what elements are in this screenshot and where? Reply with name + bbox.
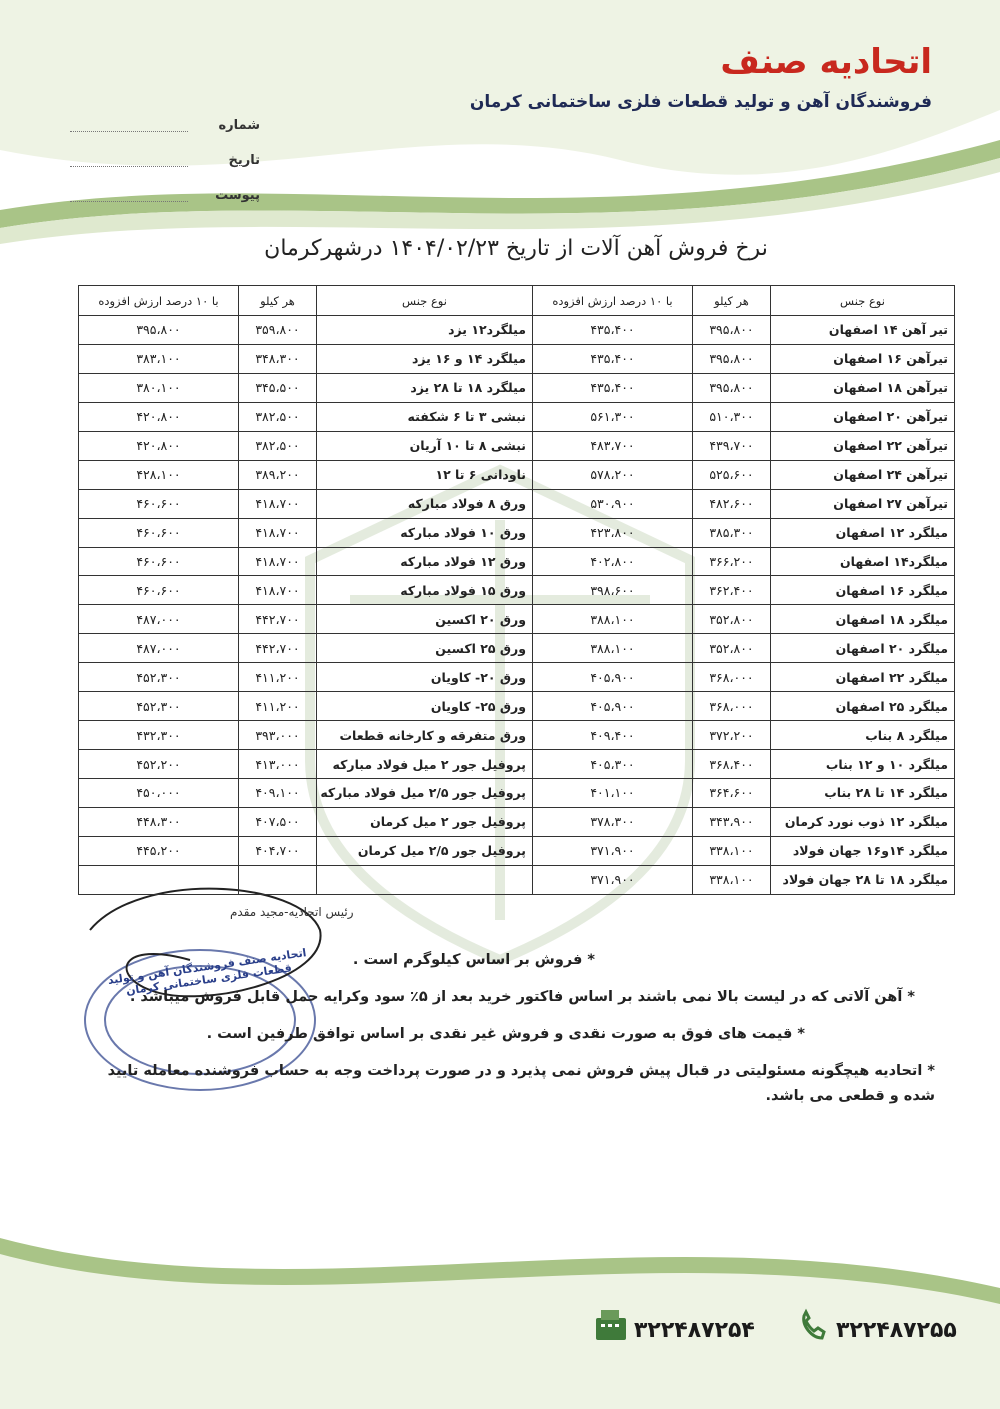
number-label: شماره (218, 118, 260, 133)
price-per-kg: ۳۴۵،۵۰۰ (239, 373, 317, 402)
price-with-vat: ۳۷۱،۹۰۰ (533, 836, 693, 865)
price-per-kg: ۳۳۸،۱۰۰ (693, 836, 771, 865)
price-per-kg: ۵۱۰،۳۰۰ (693, 402, 771, 431)
price-with-vat: ۴۳۵،۴۰۰ (533, 344, 693, 373)
item-name: تیرآهن ۲۲ اصفهان (771, 431, 955, 460)
price-with-vat: ۴۴۸،۳۰۰ (79, 807, 239, 836)
price-per-kg: ۴۰۷،۵۰۰ (239, 807, 317, 836)
note-item (90, 985, 915, 1010)
item-name: نبشی ۳ تا ۶ شکفته (317, 402, 533, 431)
price-per-kg: ۳۴۸،۳۰۰ (239, 344, 317, 373)
header-cell: نوع جنس (317, 286, 533, 316)
item-name: ورق ۲۰- کاویان (317, 663, 533, 692)
table-row (79, 865, 955, 894)
meta-date (70, 153, 260, 173)
table-row (79, 489, 955, 518)
price-per-kg: ۳۵۲،۸۰۰ (693, 634, 771, 663)
item-name: میلگرد ۱۴ و ۱۶ یزد (317, 344, 533, 373)
price-per-kg: ۳۹۳،۰۰۰ (239, 721, 317, 750)
note-item (90, 1059, 935, 1109)
price-per-kg: ۳۷۲،۲۰۰ (693, 721, 771, 750)
table-row (79, 373, 955, 402)
price-per-kg: ۳۶۶،۲۰۰ (693, 547, 771, 576)
price-per-kg: ۳۶۴،۶۰۰ (693, 779, 771, 808)
price-per-kg: ۴۴۲،۷۰۰ (239, 605, 317, 634)
item-name: ورق ۱۰ فولاد مبارکه (317, 518, 533, 547)
header-cell: با ۱۰ درصد ارزش افزوده (533, 286, 693, 316)
table-row (79, 547, 955, 576)
price-with-vat: ۵۷۸،۲۰۰ (533, 460, 693, 489)
price-per-kg: ۴۱۱،۲۰۰ (239, 692, 317, 721)
attachment-dots (70, 201, 188, 202)
item-name: میلگرد ۲۵ اصفهان (771, 692, 955, 721)
price-per-kg: ۴۰۹،۱۰۰ (239, 779, 317, 808)
price-per-kg: ۴۳۹،۷۰۰ (693, 431, 771, 460)
price-with-vat: ۴۰۹،۴۰۰ (533, 721, 693, 750)
item-name: ورق ۸ فولاد مبارکه (317, 489, 533, 518)
price-with-vat: ۴۰۱،۱۰۰ (533, 779, 693, 808)
price-with-vat: ۴۰۵،۳۰۰ (533, 750, 693, 779)
price-with-vat: ۴۵۰،۰۰۰ (79, 779, 239, 808)
item-name: میلگرد ۱۴و۱۶ جهان فولاد (771, 836, 955, 865)
item-name (317, 865, 533, 894)
item-name: ورق ۱۲ فولاد مبارکه (317, 547, 533, 576)
table-row (79, 576, 955, 605)
table-row (79, 779, 955, 808)
price-per-kg: ۴۱۸،۷۰۰ (239, 489, 317, 518)
meta-attachment (70, 188, 260, 208)
table-row (79, 460, 955, 489)
price-with-vat: ۴۵۲،۳۰۰ (79, 663, 239, 692)
price-with-vat: ۴۵۲،۲۰۰ (79, 750, 239, 779)
item-name: تیرآهن ۲۰ اصفهان (771, 402, 955, 431)
price-with-vat (79, 865, 239, 894)
price-with-vat: ۳۹۸،۶۰۰ (533, 576, 693, 605)
item-name: پروفیل جور ۲ میل کرمان (317, 807, 533, 836)
item-name: میلگرد ۱۲ ذوب نورد کرمان (771, 807, 955, 836)
price-with-vat: ۳۸۰،۱۰۰ (79, 373, 239, 402)
price-with-vat: ۴۲۰،۸۰۰ (79, 431, 239, 460)
item-name: میلگرد ۱۶ اصفهان (771, 576, 955, 605)
table-row (79, 807, 955, 836)
item-name: ورق ۲۰ اکسین (317, 605, 533, 634)
price-with-vat: ۴۳۲،۳۰۰ (79, 721, 239, 750)
item-name: پروفیل جور ۲ میل فولاد مبارکه (317, 750, 533, 779)
item-name: میلگرد ۱۸ اصفهان (771, 605, 955, 634)
price-with-vat: ۴۶۰،۶۰۰ (79, 576, 239, 605)
price-per-kg: ۴۱۸،۷۰۰ (239, 576, 317, 605)
price-per-kg: ۳۴۳،۹۰۰ (693, 807, 771, 836)
item-name: میلگرد ۸ بناب (771, 721, 955, 750)
meta-number (70, 118, 260, 138)
union-subtitle: فروشندگان آهن و تولید قطعات فلزی ساختمانی کرمان (469, 92, 932, 112)
item-name: پروفیل جور ۲/۵ میل کرمان (317, 836, 533, 865)
header-cell: با ۱۰ درصد ارزش افزوده (79, 286, 239, 316)
price-per-kg: ۵۲۵،۶۰۰ (693, 460, 771, 489)
price-with-vat: ۳۸۳،۱۰۰ (79, 344, 239, 373)
item-name: نبشی ۸ تا ۱۰ آریان (317, 431, 533, 460)
number-dots (70, 131, 188, 132)
price-with-vat: ۳۹۵،۸۰۰ (79, 316, 239, 345)
price-per-kg: ۳۵۲،۸۰۰ (693, 605, 771, 634)
note-item (90, 1022, 805, 1047)
price-with-vat: ۴۰۲،۸۰۰ (533, 547, 693, 576)
price-per-kg: ۳۹۵،۸۰۰ (693, 373, 771, 402)
table-row (79, 344, 955, 373)
header-cell: نوع جنس (771, 286, 955, 316)
item-name: میلگرد ۱۲ اصفهان (771, 518, 955, 547)
price-per-kg: ۴۱۸،۷۰۰ (239, 518, 317, 547)
price-with-vat: ۴۵۲،۳۰۰ (79, 692, 239, 721)
fax-number: ۳۲۲۴۸۷۲۵۴ (634, 1318, 755, 1343)
price-per-kg: ۳۸۵،۳۰۰ (693, 518, 771, 547)
attachment-label: پیوست (215, 188, 260, 203)
item-name: میلگرد ۲۰ اصفهان (771, 634, 955, 663)
header-cell: هر کیلو (239, 286, 317, 316)
price-per-kg: ۳۶۸،۰۰۰ (693, 663, 771, 692)
price-per-kg: ۳۶۸،۴۰۰ (693, 750, 771, 779)
item-name: میلگرد ۱۰ و ۱۲ بناب (771, 750, 955, 779)
table-row (79, 692, 955, 721)
price-per-kg: ۴۸۲،۶۰۰ (693, 489, 771, 518)
table-row (79, 721, 955, 750)
item-name: تیرآهن ۱۸ اصفهان (771, 373, 955, 402)
price-with-vat: ۴۲۳،۸۰۰ (533, 518, 693, 547)
price-with-vat: ۴۶۰،۶۰۰ (79, 518, 239, 547)
stamp-text: اتحادیه صنف فروشندگان آهن و تولید قطعات فلزی ساختمانی کرمان (106, 946, 308, 998)
table-row (79, 402, 955, 431)
top-swoosh (0, 0, 1000, 175)
price-per-kg: ۳۸۲،۵۰۰ (239, 431, 317, 460)
price-per-kg: ۳۶۲،۴۰۰ (693, 576, 771, 605)
price-rows (79, 316, 955, 895)
item-name: ناودانی ۶ تا ۱۲ (317, 460, 533, 489)
price-per-kg: ۳۸۲،۵۰۰ (239, 402, 317, 431)
item-name: ورق ۱۵ فولاد مبارکه (317, 576, 533, 605)
item-name: تیرآهن ۲۷ اصفهان (771, 489, 955, 518)
price-with-vat: ۳۷۱،۹۰۰ (533, 865, 693, 894)
item-name: میلگرد ۱۸ تا ۲۸ یزد (317, 373, 533, 402)
price-with-vat: ۴۶۰،۶۰۰ (79, 489, 239, 518)
price-per-kg: ۴۴۲،۷۰۰ (239, 634, 317, 663)
bullet: * (907, 989, 915, 1005)
price-with-vat: ۴۳۵،۴۰۰ (533, 373, 693, 402)
union-title: اتحادیه صنف (720, 42, 932, 82)
item-name: تیرآهن ۲۴ اصفهان (771, 460, 955, 489)
table-header-row (79, 286, 955, 316)
item-name: میلگرد۱۲ یزد (317, 316, 533, 345)
item-name: ورق متفرقه و کارخانه قطعات (317, 721, 533, 750)
item-name: ورق ۲۵ اکسین (317, 634, 533, 663)
item-name: ورق ۲۵- کاویان (317, 692, 533, 721)
date-label: تاریخ (228, 153, 260, 168)
price-list-title: نرخ فروش آهن آلات از تاریخ ۱۴۰۴/۰۲/۲۳ درشهرکرمان (264, 236, 768, 261)
price-with-vat: ۴۰۵،۹۰۰ (533, 663, 693, 692)
table-row (79, 431, 955, 460)
price-with-vat: ۴۰۵،۹۰۰ (533, 692, 693, 721)
item-name: میلگرد۱۴ اصفهان (771, 547, 955, 576)
price-per-kg (239, 865, 317, 894)
signature-label: رئیس اتحادیه-مجید مقدم (230, 905, 354, 919)
price-with-vat: ۴۸۷،۰۰۰ (79, 634, 239, 663)
bullet: * (797, 1026, 805, 1042)
note-text: فروش بر اساس کیلوگرم است . (352, 952, 583, 968)
price-with-vat: ۴۳۵،۴۰۰ (533, 316, 693, 345)
price-with-vat: ۴۲۰،۸۰۰ (79, 402, 239, 431)
price-per-kg: ۳۹۵،۸۰۰ (693, 344, 771, 373)
price-with-vat: ۵۳۰،۹۰۰ (533, 489, 693, 518)
price-with-vat: ۴۸۳،۷۰۰ (533, 431, 693, 460)
price-per-kg: ۴۱۱،۲۰۰ (239, 663, 317, 692)
table-row (79, 518, 955, 547)
note-text: اتحادیه هیچگونه مسئولیتی در قبال پیش فروش نمی پذیرد و در صورت پرداخت وجه به حساب فروشنده معامله تایید شده و قطعی می باشد. (107, 1063, 935, 1104)
note-text: آهن آلاتی که در لیست بالا نمی باشند بر اساس فاکتور خرید بعد از ۵٪ سود وکرایه حمل قابل فروش میباشد . (129, 989, 903, 1005)
item-name: تیرآهن ۱۶ اصفهان (771, 344, 955, 373)
price-per-kg: ۴۱۳،۰۰۰ (239, 750, 317, 779)
item-name: میلگرد ۱۸ تا ۲۸ جهان فولاد (771, 865, 955, 894)
table-row (79, 836, 955, 865)
table-row (79, 663, 955, 692)
item-name: تیر آهن ۱۴ اصفهان (771, 316, 955, 345)
price-per-kg: ۴۱۸،۷۰۰ (239, 547, 317, 576)
price-per-kg: ۳۳۸،۱۰۰ (693, 865, 771, 894)
header-cell: هر کیلو (693, 286, 771, 316)
table-row (79, 316, 955, 345)
price-with-vat: ۳۷۸،۳۰۰ (533, 807, 693, 836)
bullet: * (587, 952, 595, 968)
price-with-vat: ۳۸۸،۱۰۰ (533, 605, 693, 634)
price-with-vat: ۴۸۷،۰۰۰ (79, 605, 239, 634)
price-with-vat: ۴۲۸،۱۰۰ (79, 460, 239, 489)
price-per-kg: ۳۵۹،۸۰۰ (239, 316, 317, 345)
price-table (78, 285, 955, 895)
price-per-kg: ۳۶۸،۰۰۰ (693, 692, 771, 721)
item-name: میلگرد ۲۲ اصفهان (771, 663, 955, 692)
price-per-kg: ۳۸۹،۲۰۰ (239, 460, 317, 489)
price-with-vat: ۳۸۸،۱۰۰ (533, 634, 693, 663)
price-with-vat: ۴۶۰،۶۰۰ (79, 547, 239, 576)
price-per-kg: ۳۹۵،۸۰۰ (693, 316, 771, 345)
price-per-kg: ۴۰۴،۷۰۰ (239, 836, 317, 865)
price-with-vat: ۴۴۵،۲۰۰ (79, 836, 239, 865)
item-name: پروفیل جور ۲/۵ میل فولاد مبارکه (317, 779, 533, 808)
note-text: قیمت های فوق به صورت نقدی و فروش غیر نقدی بر اساس توافق طرفین است . (206, 1026, 793, 1042)
notes (90, 948, 935, 1121)
phone-number: ۳۲۲۴۸۷۲۵۵ (836, 1318, 957, 1343)
bullet: * (927, 1063, 935, 1079)
date-dots (70, 166, 188, 167)
note-item (90, 948, 595, 973)
price-with-vat: ۵۶۱،۳۰۰ (533, 402, 693, 431)
item-name: میلگرد ۱۴ تا ۲۸ بناب (771, 779, 955, 808)
table-row (79, 634, 955, 663)
table-row (79, 605, 955, 634)
table-row (79, 750, 955, 779)
